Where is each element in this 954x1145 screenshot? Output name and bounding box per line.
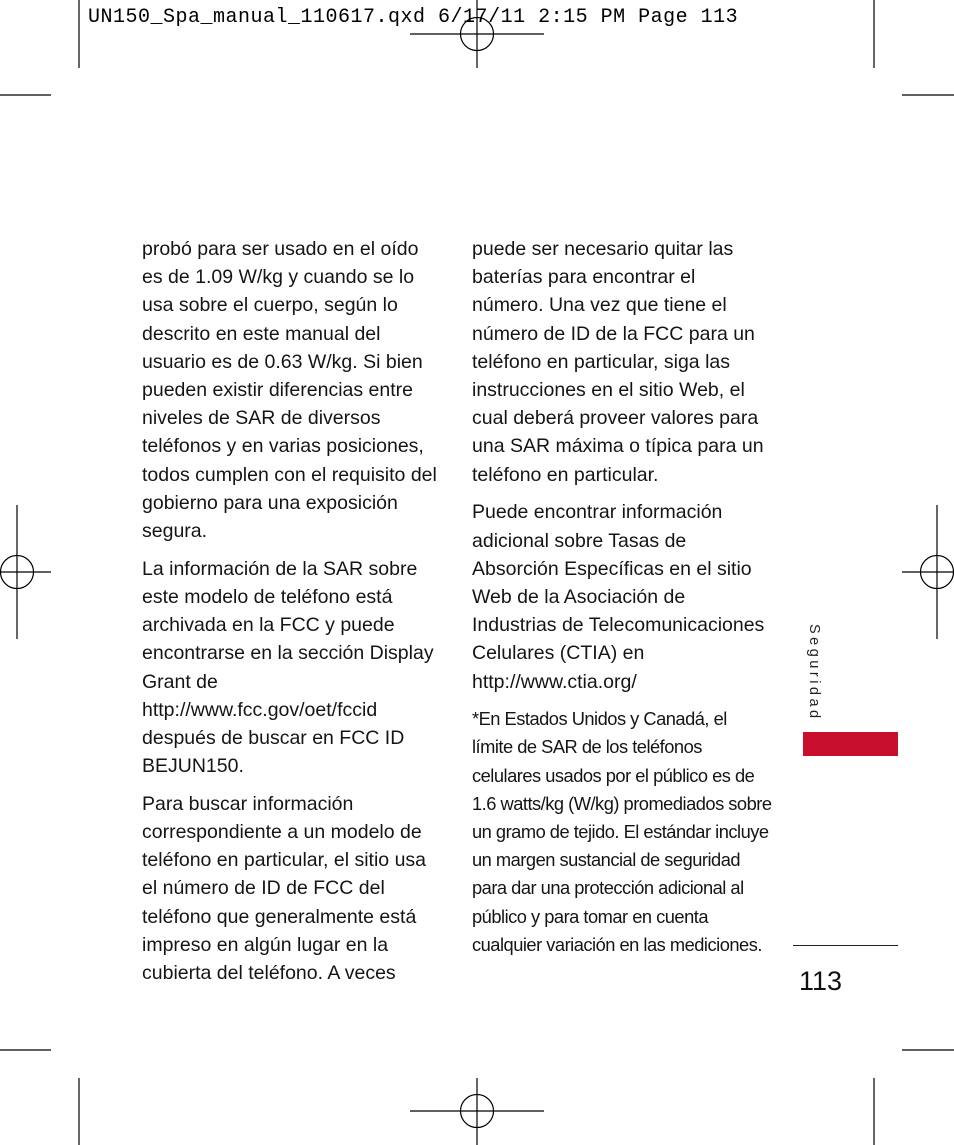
section-tab [803, 732, 898, 756]
registration-mark-top [410, 0, 544, 68]
paragraph: La información de la SAR sobre este modelo de teléfono está archivada en la FCC y puede encontrarse en la sección Display Grant de http://www.fcc.gov/oet/fccid después de buscar en FCC ID BEJUN150. [142, 557, 434, 778]
paragraph: Puede encontrar información adicional sobre Tasas de Absorción Específicas en el sitio Web de la Asociación de Industrias de Telecomunicaciones Celulares (CTIA) en http://www.ctia.org/ [472, 501, 765, 693]
page-number-rule [793, 945, 898, 946]
section-label: Seguridad [806, 624, 822, 722]
page-number: 113 [799, 966, 843, 996]
paragraph: Para buscar información correspondiente a un modelo de teléfono en particular, el sitio usa el número de ID de FCC del teléfono que generalmente está impreso en algún lugar en la cubierta del teléfono. A veces [142, 792, 427, 985]
body-column-right [472, 235, 772, 969]
body-column-left [142, 235, 442, 997]
print-slug-header: UN150_Spa_manual_110617.qxd 6/17/11 2:15 PM Page 113 [88, 6, 739, 29]
registration-mark-left [0, 505, 51, 639]
registration-mark-bottom [410, 1078, 544, 1145]
footnote: *En Estados Unidos y Canadá, el límite de SAR de los teléfonos celulares usados por el público es de 1.6 watts/kg (W/kg) promediados sobre un gramo de tejido. El estándar incluye un margen sustancial de seguridad para dar una protección adicional al público y para tomar en cuenta cualquier variación en las mediciones. [472, 708, 772, 955]
paragraph: puede ser necesario quitar las baterías para encontrar el número. Una vez que tiene el número de ID de la FCC para un teléfono en particular, siga las instrucciones en el sitio Web, el cual deberá proveer valores para una SAR máxima o típica para un teléfono en particular. [472, 238, 764, 486]
registration-mark-right [902, 505, 954, 639]
paragraph: probó para ser usado en el oído es de 1.09 W/kg y cuando se lo usa sobre el cuerpo, según lo descrito en este manual del usuario es de 0.63 W/kg. Si bien pueden existir diferencias entre niveles de SAR de diversos teléfonos y en varias posiciones, todos cumplen con el requisito del gobierno para una exposición segura. [142, 238, 437, 543]
